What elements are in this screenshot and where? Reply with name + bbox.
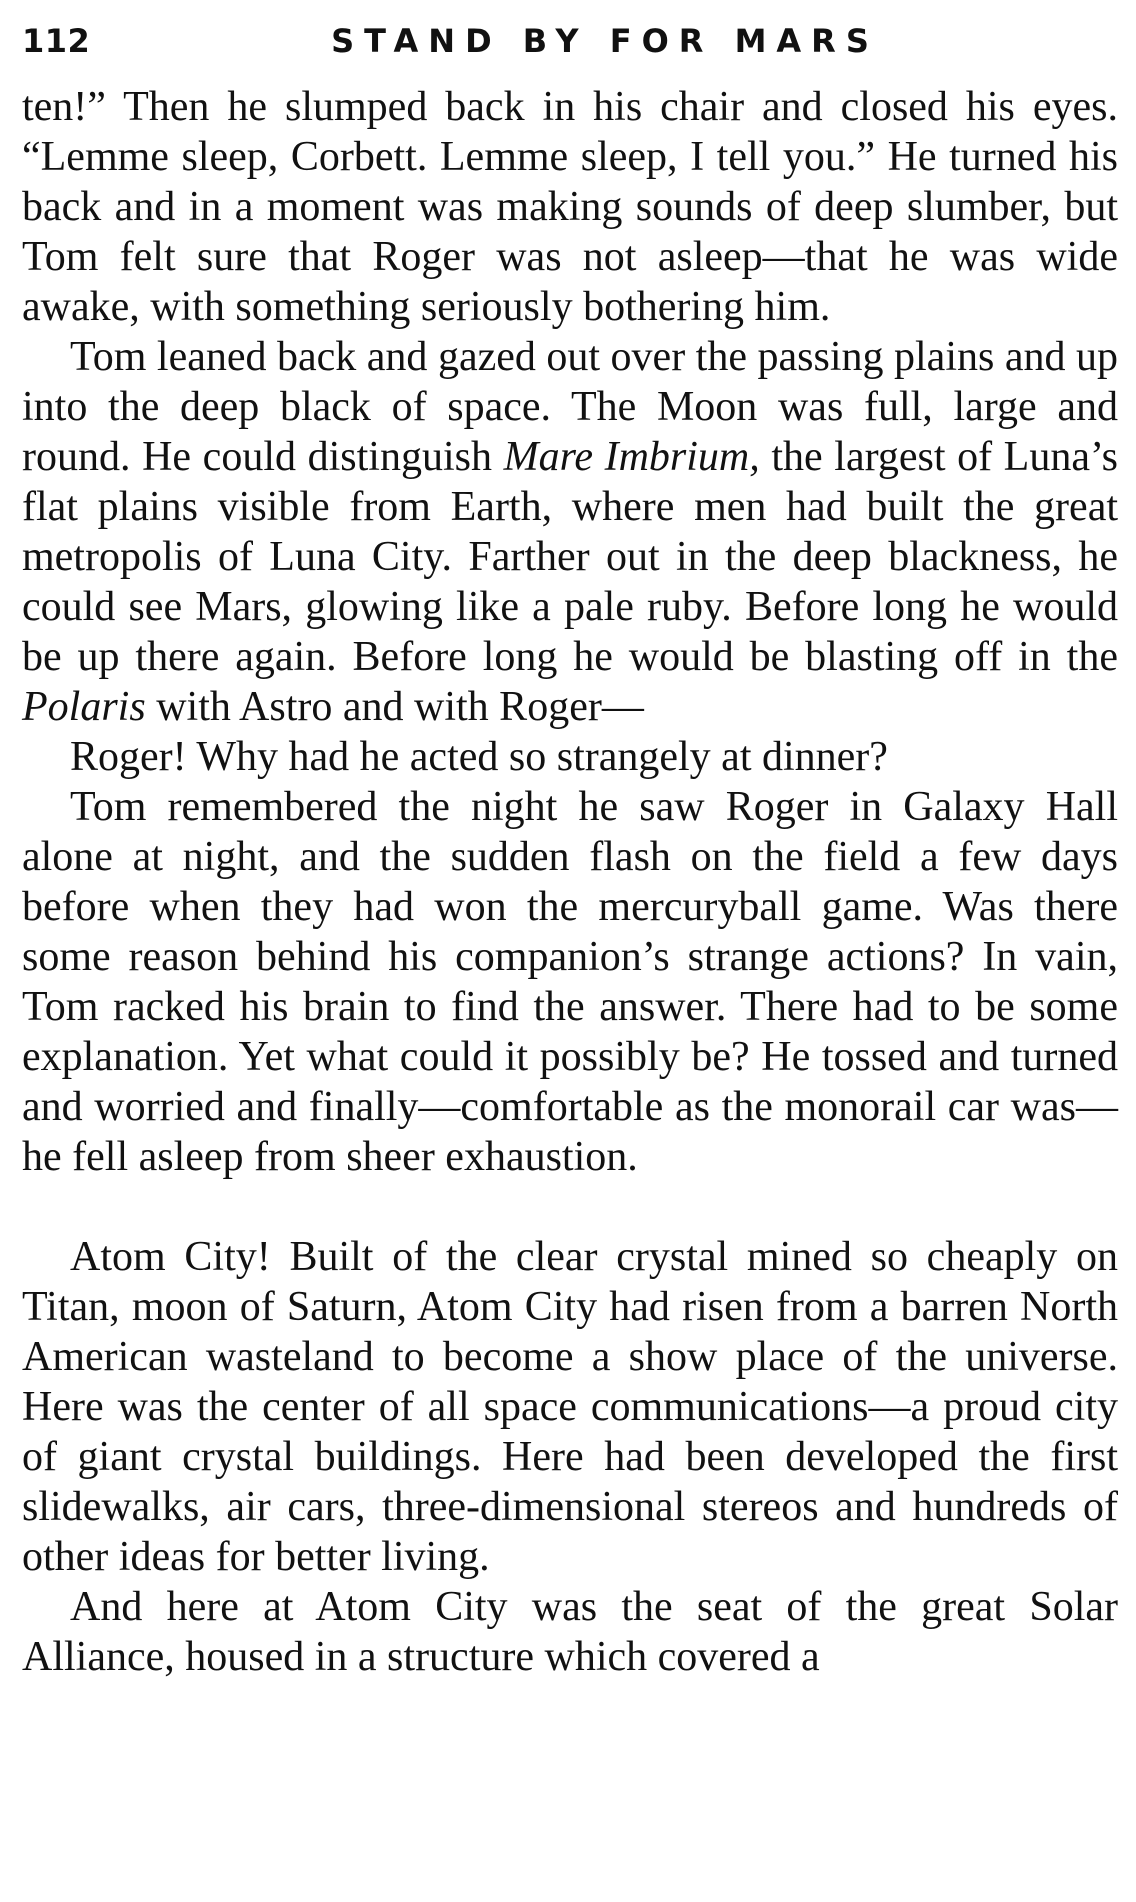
paragraph-solar-alliance: And here at Atom City was the seat of the great Solar Alliance, housed in a structure which covered a <box>22 1584 1118 1680</box>
paragraph-text: with Astro and with Roger— <box>145 684 644 730</box>
paragraph-text: the largest of Luna’s flat plains visible from Earth, where men had built the great metropolis of Luna City. Farther out in the deep blackness, he could see Mars, glowing like a pale ruby. Before long he would be up there again. Before long he would be blasting off in the <box>22 434 1118 680</box>
paragraph-tom-remembers: Tom remembered the night he saw Roger in Galaxy Hall alone at night, and the sudden flash on the field a few days before when they had won the mercuryball game. Was there some reason behind his companion’s strange actions? In vain, Tom racked his brain to find the answer. There had to be some explanation. Yet what could it possibly be? He tossed and turned and worried and finally—comfortable as the monorail car was—he fell asleep from sheer exhaustion. <box>22 784 1118 1180</box>
book-title: STAND BY FOR MARS <box>331 22 879 60</box>
body-text <box>22 82 1118 1682</box>
paragraph-continued: ten!” Then he slumped back in his chair and closed his eyes. “Lemme sleep, Corbett. Lemme sleep, I tell you.” He turned his back and in a moment was making sounds of deep slumber, but Tom felt sure that Roger was not asleep—that he was wide awake, with something seriously bothering him. <box>22 84 1118 330</box>
paragraph-atom-city: Atom City! Built of the clear crystal mined so cheaply on Titan, moon of Saturn, Atom City had risen from a barren North American wasteland to become a show place of the universe. Here was the center of all space communications—a proud city of giant crystal buildings. Here had been developed the first slidewalks, air cars, three-dimensional stereos and hundreds of other ideas for better living. <box>22 1234 1118 1580</box>
book-page <box>22 14 1118 1888</box>
italic-place-name: Mare Imbrium, <box>503 434 760 480</box>
running-head <box>22 14 1118 74</box>
paragraph-text: Tom leaned back and gazed out over the passing plains and up into the deep black of space. The Moon was full, large and round. He could distinguish <box>22 334 1118 480</box>
paragraph-moon-view <box>22 332 1118 732</box>
paragraph-roger-question: Roger! Why had he acted so strangely at dinner? <box>70 734 888 780</box>
page-number: 112 <box>22 22 91 60</box>
italic-ship-name: Polaris <box>22 684 146 730</box>
